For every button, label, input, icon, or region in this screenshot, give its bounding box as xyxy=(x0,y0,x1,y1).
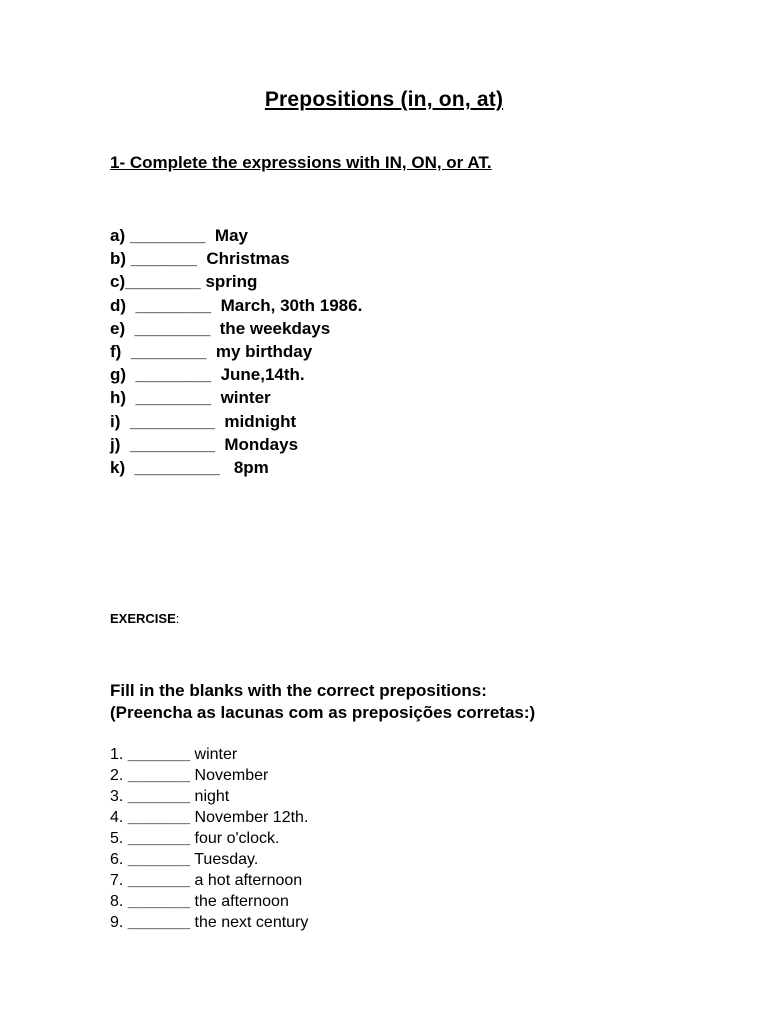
exercise-item xyxy=(110,849,308,870)
answer-blank: _______ xyxy=(127,914,191,931)
exercise-item xyxy=(110,828,308,849)
item-text: four o'clock. xyxy=(194,830,280,847)
item-text: winter xyxy=(194,746,238,763)
exercise-item xyxy=(110,912,308,933)
answer-blank: _______ xyxy=(127,767,191,784)
exercise-item xyxy=(110,786,308,807)
expression-item: e) ________ the weekdays xyxy=(110,318,331,338)
item-text: the afternoon xyxy=(194,893,289,910)
item-text: a hot afternoon xyxy=(194,872,303,889)
exercise-label-text: EXERCISE xyxy=(110,611,176,626)
section-heading: 1- Complete the expressions with IN, ON, or AT. xyxy=(110,153,492,172)
expression-item: d) ________ March, 30th 1986. xyxy=(110,295,363,315)
exercise-label-colon: : xyxy=(175,611,180,626)
exercise-item xyxy=(110,807,308,828)
item-number: 7. xyxy=(110,872,124,889)
exercise-item xyxy=(110,870,308,891)
item-text: the next century xyxy=(194,914,309,931)
answer-blank: _______ xyxy=(127,746,191,763)
expression-item: i) _________ midnight xyxy=(110,411,297,431)
item-text: night xyxy=(194,788,230,805)
item-number: 8. xyxy=(110,893,124,910)
expression-item: j) _________ Mondays xyxy=(110,434,299,454)
item-text: Tuesday. xyxy=(194,851,259,868)
answer-blank: _______ xyxy=(127,788,191,805)
expression-item: g) ________ June,14th. xyxy=(110,365,305,385)
exercise-label xyxy=(110,611,179,626)
answer-blank: _______ xyxy=(127,830,191,847)
item-number: 5. xyxy=(110,830,124,847)
item-number: 2. xyxy=(110,767,124,784)
expression-item: c)________ spring xyxy=(110,272,258,292)
expression-list xyxy=(110,224,362,479)
page-title: Prepositions (in, on, at) xyxy=(264,88,504,111)
item-number: 1. xyxy=(110,746,124,763)
instructions xyxy=(110,680,535,724)
expression-item: b) _______ Christmas xyxy=(110,249,290,269)
expression-item: f) ________ my birthday xyxy=(110,342,313,362)
item-number: 9. xyxy=(110,914,124,931)
answer-blank: _______ xyxy=(127,851,191,868)
item-number: 6. xyxy=(110,851,124,868)
exercise-item xyxy=(110,765,308,786)
instruction-portuguese: (Preencha as lacunas com as preposições corretas:) xyxy=(110,703,536,722)
item-number: 4. xyxy=(110,809,124,826)
instruction-english: Fill in the blanks with the correct prepositions: xyxy=(110,681,487,700)
item-text: November 12th. xyxy=(194,809,309,826)
expression-item: a) ________ May xyxy=(110,226,248,245)
exercise-item xyxy=(110,744,308,765)
exercise-item xyxy=(110,891,308,912)
item-number: 3. xyxy=(110,788,124,805)
answer-blank: _______ xyxy=(127,809,191,826)
exercise-list xyxy=(110,744,308,933)
item-text: November xyxy=(194,767,269,784)
answer-blank: _______ xyxy=(127,893,191,910)
expression-item: k) _________ 8pm xyxy=(110,458,269,478)
answer-blank: _______ xyxy=(127,872,191,889)
expression-item: h) ________ winter xyxy=(110,388,271,408)
